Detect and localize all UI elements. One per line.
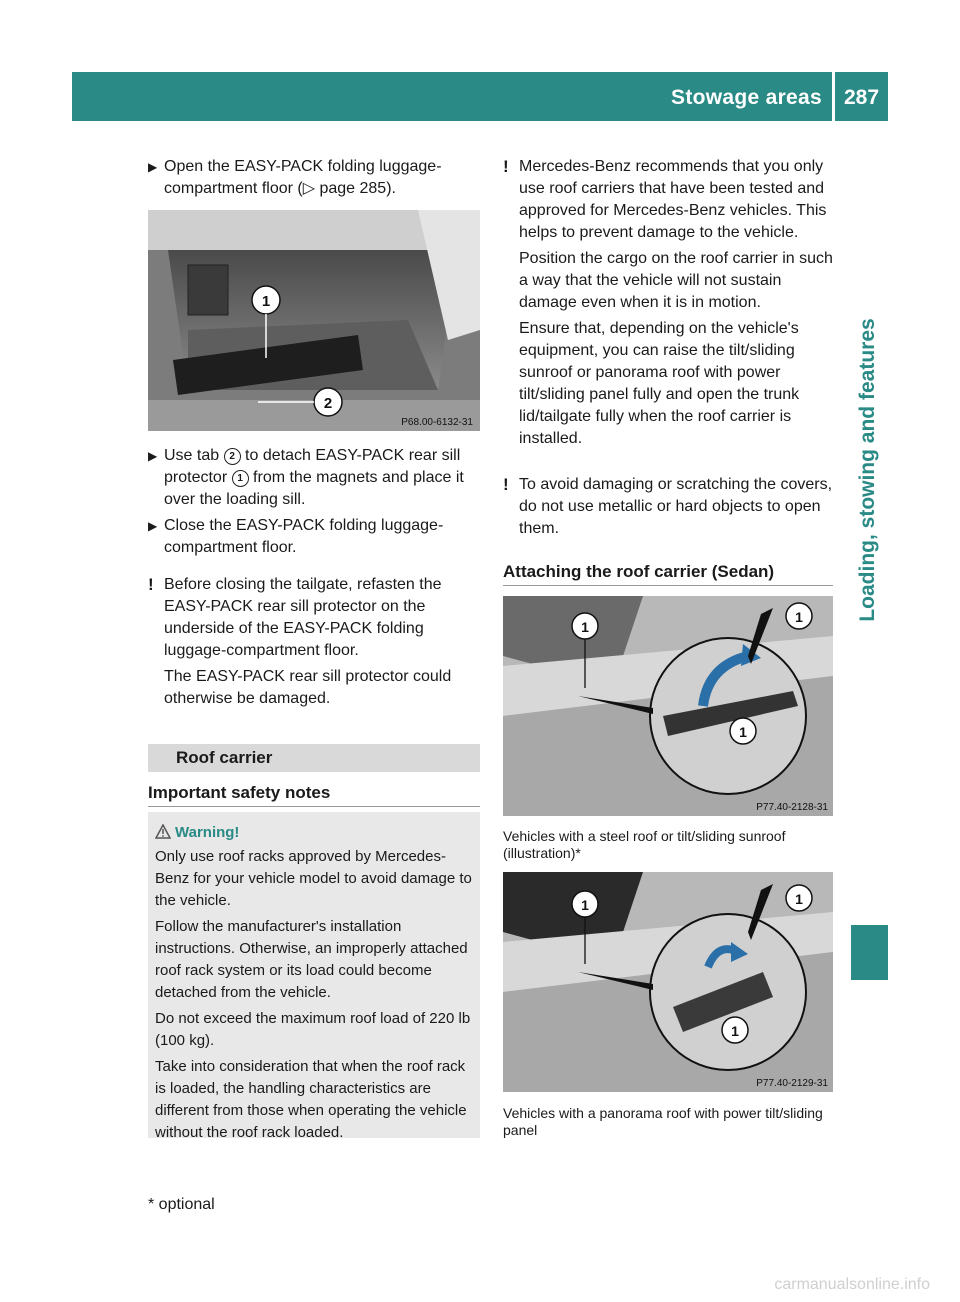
callout-1-label: 1 — [739, 724, 747, 740]
note-text: Position the cargo on the roof carrier in such a way that the vehicle will not sustain damage even when it is in motion. — [519, 250, 833, 311]
section-title: Roof carrier — [176, 748, 273, 767]
side-tab-label: Loading, stowing and features — [856, 318, 879, 622]
warning-text: Take into consideration that when the roof rack is loaded, the handling characteristics are different from those when operating the vehicle without the roof rack loaded. — [155, 1058, 467, 1141]
note-covers — [503, 474, 833, 540]
trunk-photo — [148, 210, 480, 431]
note-roof-carriers — [503, 156, 833, 450]
note-text: Mercedes-Benz recommends that you only use roof carriers that have been tested and approved for Mercedes-Benz vehicles. This helps to prevent damage to the vehicle. — [519, 158, 827, 241]
subsection-safety-notes: Important safety notes — [148, 783, 480, 807]
step-arrow-icon: ▶ — [148, 160, 158, 174]
callout-1-label: 1 — [581, 619, 589, 635]
warning-title: Warning! — [175, 824, 240, 841]
step-text: from the magnets and place it over the loading sill. — [164, 469, 464, 508]
caption-panorama-roof: Vehicles with a panorama roof with power tilt/sliding panel — [503, 1105, 823, 1138]
callout-2-label: 2 — [323, 395, 333, 412]
warning-heading — [175, 822, 477, 844]
note-text: Before closing the tailgate, refasten the EASY-PACK rear sill protector on the underside of the EASY-PACK folding luggage-compartment floor. — [164, 576, 442, 659]
callout-1-label: 1 — [261, 293, 271, 310]
side-tab-marker — [851, 925, 888, 980]
warning-box — [148, 812, 480, 1141]
note-text: Ensure that, depending on the vehicle's equipment, you can raise the tilt/sliding sunroof or panorama roof with power tilt/sliding panel fully and open the trunk lid/tailgate fully when the roof carrier is installed. — [519, 320, 800, 447]
warning-triangle-icon — [155, 824, 171, 839]
step-detach — [148, 445, 480, 511]
notice-icon: ! — [503, 475, 509, 494]
section-roof-carrier — [148, 744, 480, 772]
note-text: To avoid damaging or scratching the covers, do not use metallic or hard objects to open them. — [519, 476, 833, 537]
panorama-roof-photo — [503, 872, 833, 1092]
callout-1-icon: 1 — [232, 470, 249, 487]
step-text: Use tab — [164, 447, 224, 464]
page-number: 287 — [843, 86, 880, 109]
photo1-code: P68.00-6132-31 — [401, 417, 473, 428]
note-tailgate — [148, 574, 480, 710]
callout-1-label: 1 — [581, 897, 589, 913]
warning-text: Do not exceed the maximum roof load of 220 lb (100 kg). — [155, 1010, 471, 1049]
step-arrow-icon: ▶ — [148, 449, 158, 463]
caption-steel-roof: Vehicles with a steel roof or tilt/sliding sunroof (illustration)* — [503, 828, 786, 861]
steel-roof-photo — [503, 596, 833, 816]
callout-1-label: 1 — [795, 891, 803, 907]
section-header-title: Stowage areas — [671, 86, 822, 109]
step-close-floor — [148, 515, 480, 559]
warning-text: Only use roof racks approved by Mercedes-Benz for your vehicle model to avoid damage to the vehicle. — [155, 848, 472, 909]
notice-icon: ! — [148, 575, 154, 594]
step-text: Open the EASY-PACK folding luggage-compartment floor (▷ page 285). — [164, 158, 442, 197]
callout-2-icon: 2 — [224, 448, 241, 465]
watermark: carmanualsonline.info — [774, 1276, 930, 1293]
callout-1-label: 1 — [795, 609, 803, 625]
step-text: Close the EASY-PACK folding luggage-compartment floor. — [164, 517, 444, 556]
notice-icon: ! — [503, 157, 509, 176]
subsection-attaching: Attaching the roof carrier (Sedan) — [503, 562, 833, 586]
step-open-floor — [148, 156, 480, 200]
note-text: The EASY-PACK rear sill protector could otherwise be damaged. — [164, 668, 452, 707]
footer-optional-note: * optional — [148, 1196, 215, 1213]
photo2-code: P77.40-2128-31 — [756, 802, 828, 813]
photo3-code: P77.40-2129-31 — [756, 1078, 828, 1089]
step-arrow-icon: ▶ — [148, 519, 158, 533]
callout-1-label: 1 — [731, 1023, 739, 1039]
step-text: to detach EASY-PACK rear sill protector — [164, 447, 461, 486]
warning-text: Follow the manufacturer's installation instructions. Otherwise, an improperly attached roof rack system or its load could become detached from the vehicle. — [155, 918, 468, 1001]
